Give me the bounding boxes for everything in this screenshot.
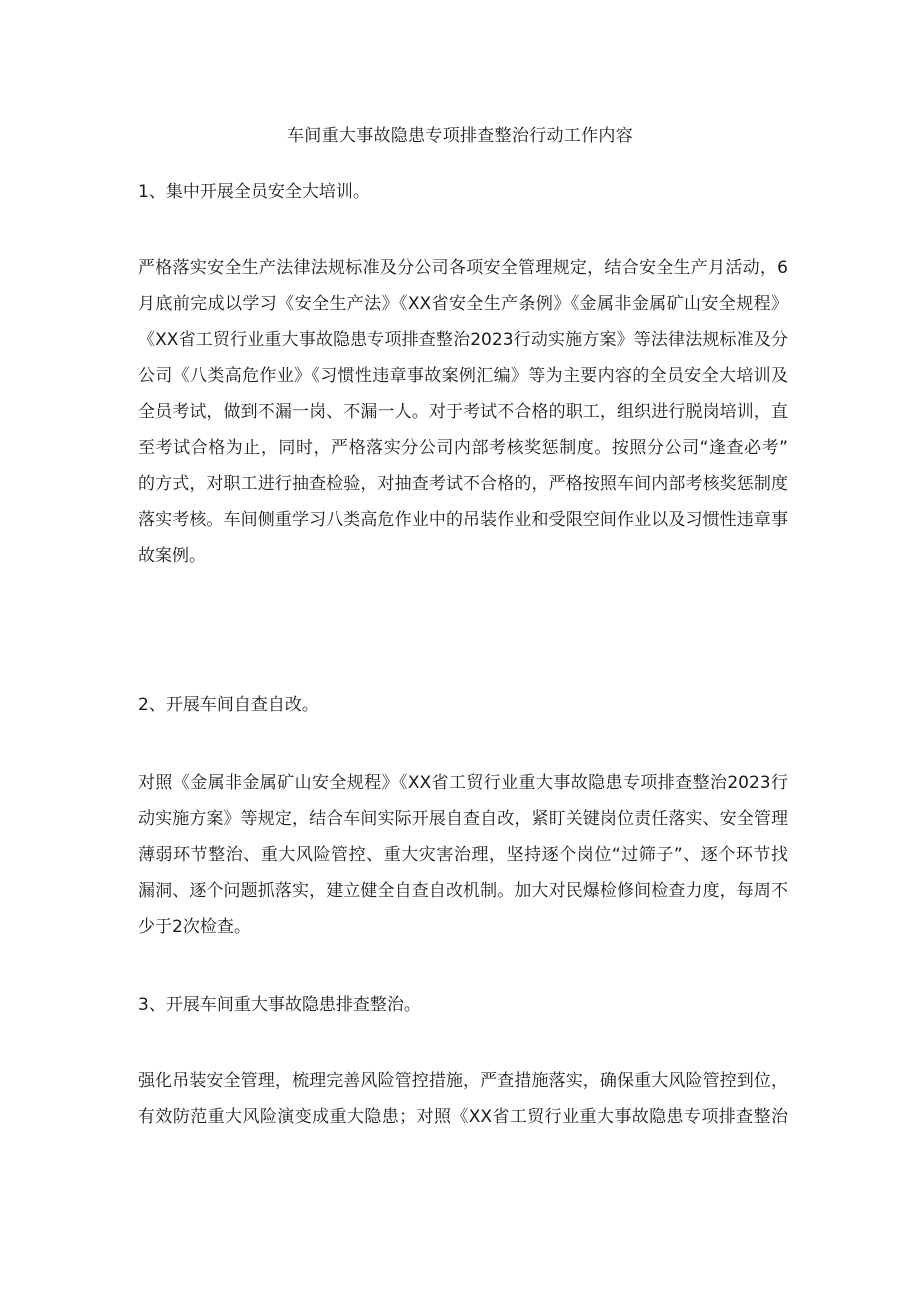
paragraph-line: 月底前完成以学习《安全生产法》《XX省安全生产条例》《金属非金属矿山安全规程》 <box>138 294 788 314</box>
paragraph-line: 薄弱环节整治、重大风险管控、重大灾害治理，坚持逐个岗位“过筛子”、逐个环节找 <box>138 845 788 865</box>
section-3-paragraph <box>138 1063 788 1135</box>
paragraph-line: 少于2次检查。 <box>138 917 251 937</box>
paragraph-line: 故案例。 <box>138 546 206 566</box>
section-3-heading: 3、开展车间重大事故隐患排查整治。 <box>138 995 421 1015</box>
section-2-heading: 2、开展车间自查自改。 <box>138 695 319 715</box>
paragraph-line: 的方式，对职工进行抽查检验，对抽查考试不合格的，严格按照车间内部考核奖惩制度 <box>138 474 788 494</box>
paragraph-line: 至考试合格为止，同时，严格落实分公司内部考核奖惩制度。按照分公司“逢查必考” <box>138 438 788 458</box>
document-title: 车间重大事故隐患专项排查整治行动工作内容 <box>287 126 633 146</box>
paragraph-line: 全员考试，做到不漏一岗、不漏一人。对于考试不合格的职工，组织进行脱岗培训，直 <box>138 402 788 422</box>
section-1-paragraph <box>138 250 788 574</box>
paragraph-line: 《XX省工贸行业重大事故隐患专项排查整治2023行动实施方案》等法律法规标准及分 <box>138 330 788 350</box>
paragraph-line: 严格落实安全生产法律法规标准及分公司各项安全管理规定，结合安全生产月活动，6 <box>138 258 788 278</box>
paragraph-line: 动实施方案》等规定，结合车间实际开展自查自改，紧盯关键岗位责任落实、安全管理 <box>138 809 788 829</box>
section-1-heading: 1、集中开展全员安全大培训。 <box>138 182 370 202</box>
paragraph-line: 有效防范重大风险演变成重大隐患；对照《XX省工贸行业重大事故隐患专项排查整治 <box>138 1107 788 1127</box>
paragraph-line: 对照《金属非金属矿山安全规程》《XX省工贸行业重大事故隐患专项排查整治2023行 <box>138 773 788 793</box>
paragraph-line: 公司《八类高危作业》《习惯性违章事故案例汇编》等为主要内容的全员安全大培训及 <box>138 366 788 386</box>
paragraph-line: 强化吊装安全管理，梳理完善风险管控措施，严查措施落实，确保重大风险管控到位， <box>138 1071 788 1091</box>
paragraph-line: 落实考核。车间侧重学习八类高危作业中的吊装作业和受限空间作业以及习惯性违章事 <box>138 510 788 530</box>
paragraph-line: 漏洞、逐个问题抓落实，建立健全自查自改机制。加大对民爆检修间检查力度，每周不 <box>138 881 788 901</box>
section-2-paragraph <box>138 765 788 945</box>
